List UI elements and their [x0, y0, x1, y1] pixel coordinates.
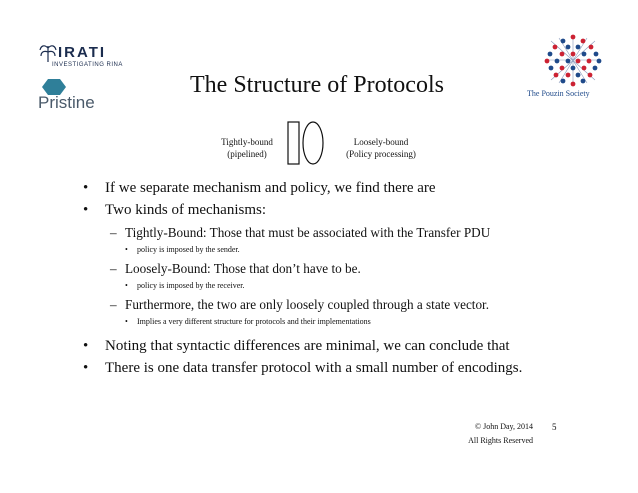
sub-sub-bullet-text: Implies a very different structure for protocols and their implementations	[137, 317, 371, 326]
sub-sub-bullet-item	[83, 316, 603, 327]
pipeline-rectangle	[288, 122, 299, 164]
dash-marker: –	[110, 225, 117, 240]
sub-bullet-text: Tightly-Bound: Those that must be associated with the Transfer PDU	[125, 225, 491, 240]
bullet-marker: •	[125, 245, 128, 254]
sub-bullet-item	[83, 225, 603, 241]
bullet-list	[83, 179, 603, 381]
tightly-bound-line2: (pipelined)	[227, 149, 267, 159]
dash-marker: –	[110, 261, 117, 276]
sub-sub-bullet-item	[83, 244, 603, 255]
bullet-marker: •	[83, 360, 89, 376]
policy-ellipse	[303, 122, 323, 164]
bullet-text: Two kinds of mechanisms:	[105, 202, 267, 218]
bullet-text: Noting that syntactic differences are minimal, we can conclude that	[105, 338, 510, 354]
bullet-item	[83, 201, 603, 219]
bullet-marker: •	[83, 180, 89, 196]
pristine-logo-text: Pristine	[38, 93, 95, 112]
bullet-marker: •	[125, 317, 128, 326]
pouzin-society-network-icon	[541, 33, 605, 88]
irati-logo-subtext: INVESTIGATING RINA	[52, 62, 123, 68]
dash-marker: –	[110, 297, 117, 312]
copyright-line: © John Day, 2014	[475, 422, 533, 431]
bullet-marker: •	[83, 338, 89, 354]
irati-logo-text: IRATI	[58, 44, 107, 61]
sub-sub-bullet-item	[83, 280, 603, 291]
sub-bullet-item	[83, 297, 603, 313]
loosely-bound-label	[336, 136, 426, 160]
copyright-notice	[455, 420, 533, 448]
tightly-bound-line1: Tightly-bound	[221, 137, 273, 147]
sub-bullet-text: Furthermore, the two are only loosely coupled through a state vector.	[125, 297, 490, 312]
bullet-item	[83, 179, 603, 197]
pouzin-society-label: The Pouzin Society	[527, 89, 590, 98]
protocol-structure-diagram	[276, 119, 336, 167]
rights-line: All Rights Reserved	[468, 436, 533, 445]
bullet-text: If we separate mechanism and policy, we find there are	[105, 180, 436, 196]
bullet-item	[83, 337, 603, 355]
loosely-bound-line2: (Policy processing)	[346, 149, 416, 159]
sub-sub-bullet-text: policy is imposed by the sender.	[137, 245, 240, 254]
sub-sub-bullet-text: policy is imposed by the receiver.	[137, 281, 245, 290]
slide-title: The Structure of Protocols	[190, 72, 444, 98]
bullet-text: There is one data transfer protocol with a small number of encodings.	[105, 360, 523, 376]
page-number: 5	[552, 422, 557, 432]
tightly-bound-label	[212, 136, 282, 160]
bullet-item	[83, 359, 603, 377]
bullet-marker: •	[125, 281, 128, 290]
sub-bullet-item	[83, 261, 603, 277]
sub-bullet-text: Loosely-Bound: Those that don’t have to be.	[125, 261, 361, 276]
bullet-marker: •	[83, 202, 89, 218]
loosely-bound-line1: Loosely-bound	[353, 137, 409, 147]
